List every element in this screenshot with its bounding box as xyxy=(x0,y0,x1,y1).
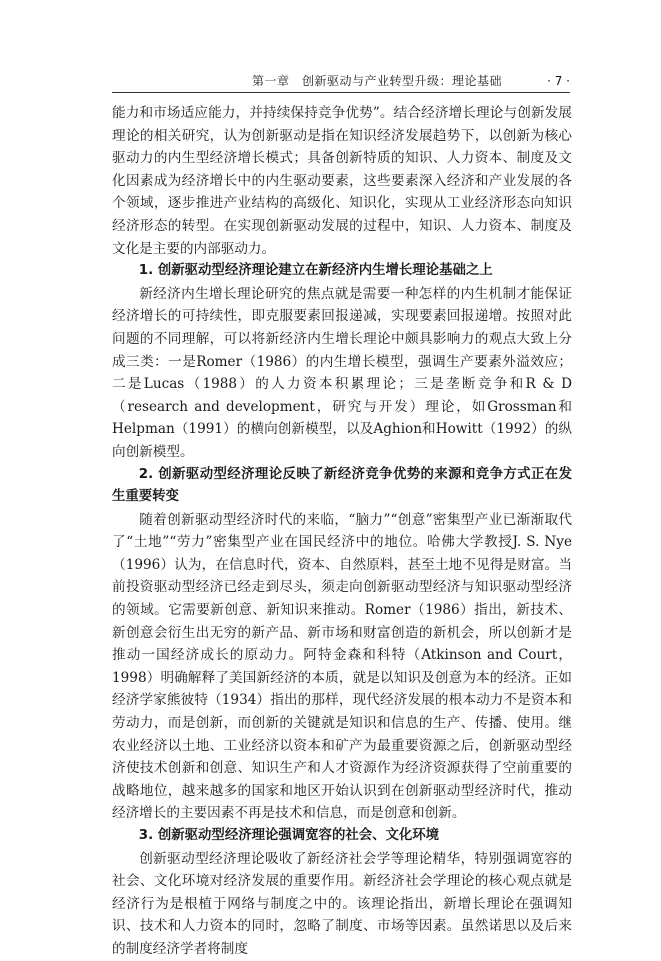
chapter-title: 第一章 创新驱动与产业转型升级：理论基础 xyxy=(252,74,503,88)
running-header xyxy=(112,70,570,93)
section-heading-1: 1. 创新驱动型经济理论建立在新经济内生增长理论基础之上 xyxy=(138,263,493,279)
paragraph-social-cultural-environment: 创新驱动型经济理论吸收了新经济社会学等理论精华，特别强调宽容的社会、文化环境对经济发展的重要作用。新经济社会学理论的核心观点就是经济行为是根植于网络与制度之中的。该理论指出，新增长理论在强调知识、技术和人力资本的同时，忽略了制度、市场等因素。虽然诺思以及后来的制度经济学者将制度 xyxy=(112,850,572,957)
page-number: · 7 · xyxy=(547,74,570,88)
section-heading-3: 3. 创新驱动型经济理论强调宽容的社会、文化环境 xyxy=(138,828,440,843)
paragraph-continuation: 能力和市场适应能力，并持续保持竞争优势”。结合经济增长理论与创新发展理论的相关研究，认为创新驱动是指在知识经济发展趋势下，以创新为核心驱动力的内生型经济增长模式；具备创新特质的知识、人力资本、制度及文化因素成为经济增长中的内生驱动要素，这些要素深入经济和产业发展的各个领域，逐步推进产业结构的高级化、知识化，实现从工业经济形态向知识经济形态的转型。在实现创新驱动发展的过程中，知识、人力资本、制度及文化是主要的内部驱动力。 xyxy=(112,105,572,257)
paragraph-endogenous-growth: 新经济内生增长理论研究的焦点就是需要一种怎样的内生机制才能保证经济增长的可持续性，即克服要素回报递减，实现要素回报递增。按照对此问题的不同理解，可以将新经济内生增长理论中颇具影响力的观点大致上分成三类：一是Romer（1986）的内生增长模型，强调生产要素外溢效应；二是Lucas（1988）的人力资本积累理论；三是垄断竞争和R & D（research and development，研究与开发）理论，如Grossman和Helpman（1991）的横向创新模型，以及Aghion和Howitt（1992）的纵向创新模型。 xyxy=(112,285,572,460)
body-text xyxy=(112,102,572,961)
paragraph-competitive-advantage: 随着创新驱动型经济时代的来临，“脑力”“创意”密集型产业已渐渐取代了“土地”“劳力”密集型产业在国民经济中的地位。哈佛大学教授J. S. Nye（1996）认为，在信息时代，资本、自然原料，甚至土地不见得是财富。当前投资驱动型经济已经走到尽头，须走向创新驱动型经济与知识驱动型经济的领域。它需要新创意、新知识来推动。Romer（1986）指出，新技术、新创意会衍生出无穷的新产品、新市场和财富创造的新机会，所以创新才是推动一国经济成长的原动力。阿特金森和科特（Atkinson and Court，1998）明确解释了美国新经济的本质，就是以知识及创意为本的经济。正如经济学家熊彼特（1934）指出的那样，现代经济发展的根本动力不是资本和劳动力，而是创新，而创新的关键就是知识和信息的生产、传播、使用。继农业经济以土地、工业经济以资本和矿产为最重要资源之后，创新驱动型经济使技术创新和创意、知识生产和人才资源作为经济资源获得了空前重要的战略地位，越来越多的国家和地区开始认识到在创新驱动型经济时代，推动经济增长的主要因素不再是技术和信息，而是创意和创新。 xyxy=(112,511,572,822)
section-heading-2: 2. 创新驱动型经济理论反映了新经济竞争优势的来源和竞争方式正在发生重要转变 xyxy=(112,466,572,505)
